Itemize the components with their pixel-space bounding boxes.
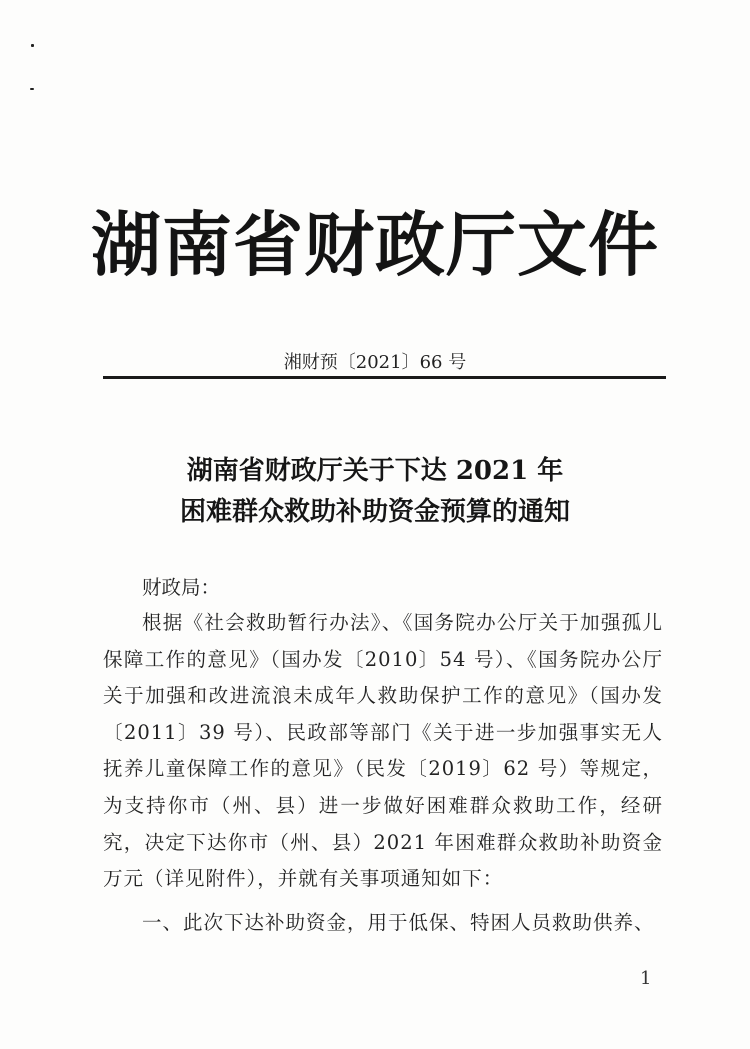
page-number: 1 — [640, 968, 652, 989]
masthead-divider — [103, 376, 666, 379]
notice-title-line-2: 困难群众救助补助资金预算的通知 — [179, 497, 570, 527]
document-masthead: 湖南省财政厅文件 — [91, 204, 659, 286]
body-paragraph-1: 根据《社会救助暂行办法》、《国务院办公厅关于加强孤儿保障工作的意见》（国办发〔2010〕54 号）、《国务院办公厅关于加强和改进流浪未成年人救助保护工作的意见》（国办发〔2011〕39 号）、民政部等部门《关于进一步加强事实无人抚养儿童保障工作的意见》（民发〔2019〕62 号）等规定，为支持你市（州、县）进一步做好困难群众救助工作，经研究，决定下达你市（州、县）2021 年困难群众救助补助资金 万元（详见附件），并就有关事项通知如下： — [103, 611, 705, 891]
notice-title-line-1: 湖南省财政厅关于下达 2021 年 — [186, 456, 564, 486]
scan-speck — [31, 44, 34, 47]
document-number: 湘财预〔2021〕66 号 — [283, 352, 467, 373]
salutation: 财政局： — [142, 576, 221, 599]
scan-speck — [30, 88, 34, 90]
body-paragraph-2: 一、此次下达补助资金，用于低保、特困人员救助供养、 — [142, 911, 655, 934]
